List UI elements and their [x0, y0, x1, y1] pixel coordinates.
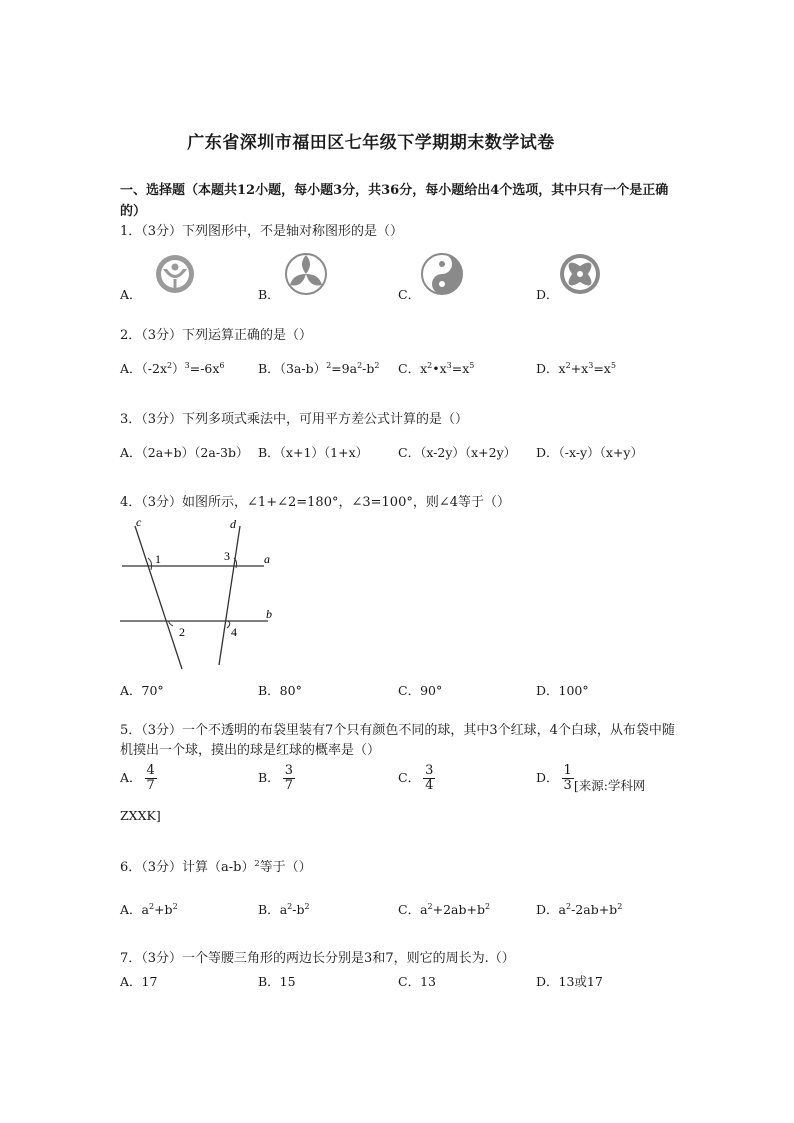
emblem-icon	[154, 253, 196, 295]
q1-option-b-label: B．	[258, 287, 280, 302]
q7-option-a: A．17	[120, 974, 158, 989]
yin-yang-icon	[420, 252, 464, 296]
four-petal-icon	[558, 252, 602, 296]
q6-option-b: B．$a^2-b^2$	[258, 902, 310, 917]
q1-option-c-label: C．	[398, 287, 421, 302]
angle-2-arc	[169, 621, 173, 626]
q2-option-d: D．$x^2+x^3=x^5$	[536, 361, 616, 376]
q6-option-a: A．$a^2+b^2$	[120, 902, 178, 917]
q5-source-note-line2: ZXXK]	[120, 808, 161, 823]
q4-option-a: A．70°	[120, 683, 164, 698]
q3-option-b: B．（x+1）（1+x）	[258, 445, 369, 460]
label-angle-4: 4	[231, 625, 237, 639]
q2-option-c: C．$x^2•x^3=x^5$	[398, 361, 475, 376]
q1-option-a-label: A．	[120, 287, 142, 302]
question-2-stem: 2．（3分）下列运算正确的是（）	[120, 328, 313, 343]
q5-source-note: [来源:学科网	[573, 778, 646, 793]
q4-option-b: B．80°	[258, 683, 302, 698]
three-leaf-icon	[284, 252, 328, 296]
question-5-stem: 5．（3分）一个不透明的布袋里装有7个只有颜色不同的球，其中3个红球，4个白球，从布袋中随机摸出一个球，摸出的球是红球的概率是（）	[120, 723, 675, 758]
q3-option-a: A．（2a+b）（2a-3b）	[120, 445, 249, 460]
label-angle-2: 2	[179, 625, 185, 639]
line-c	[135, 526, 182, 669]
label-angle-3: 3	[224, 549, 230, 563]
question-6-stem: 6．（3分）计算$(a-b)^2$等于（）	[120, 859, 312, 875]
page-title: 广东省深圳市福田区七年级下学期期末数学试卷	[187, 133, 555, 153]
q3-option-c: C．（x-2y）（x+2y）	[398, 445, 517, 460]
q5-option-d: D． $\frac{1}{3}$ [来源:学科网	[536, 763, 646, 793]
q7-option-d: D．13或17	[536, 974, 603, 989]
q6-option-d: D．$a^2-2ab+b^2$	[536, 902, 623, 917]
q5-option-a: A． $\frac{4}{7}$	[120, 763, 155, 793]
question-3-stem: 3．（3分）下列多项式乘法中，可用平方差公式计算的是（）	[120, 412, 469, 427]
label-angle-1: 1	[155, 552, 161, 566]
label-b: b	[266, 607, 272, 621]
parallel-lines-figure	[112, 512, 282, 672]
section-heading: 一、选择题（本题共12小题，每小题3分，共36分，每小题给出4个选项，其中只有一个是正确的）	[120, 183, 669, 219]
q1-option-d-label: D．	[536, 287, 559, 302]
q6-option-c: C．$a^2+2ab+b^2$	[398, 902, 491, 917]
angle-4-arc	[227, 621, 230, 628]
q7-option-b: B．15	[258, 974, 296, 989]
label-c: c	[136, 515, 142, 529]
label-a: a	[264, 552, 270, 566]
q7-option-c: C．13	[398, 974, 436, 989]
line-d	[219, 526, 240, 665]
label-d: d	[230, 517, 236, 531]
question-7-stem: 7．（3分）一个等腰三角形的两边长分别是3和7，则它的周长为.（）	[120, 951, 515, 966]
q2-option-b: B．$(3a-b)^2=9a^2-b^2$	[258, 361, 380, 376]
question-4-stem: 4．（3分）如图所示，∠1+∠2=180°，∠3=100°，则∠4等于（）	[120, 495, 511, 510]
q3-option-d: D．（-x-y）（x+y）	[536, 445, 643, 460]
q5-option-c: C． $\frac{3}{4}$	[398, 763, 434, 793]
q4-option-d: D．100°	[536, 683, 589, 698]
q4-option-c: C．90°	[398, 683, 443, 698]
q5-option-b: B． $\frac{3}{7}$	[258, 763, 293, 793]
question-1-stem: 1．（3分）下列图形中，不是轴对称图形的是（）	[120, 224, 404, 239]
q2-option-a: A．$(-2x^2)^3=-6x^6$	[120, 361, 225, 376]
